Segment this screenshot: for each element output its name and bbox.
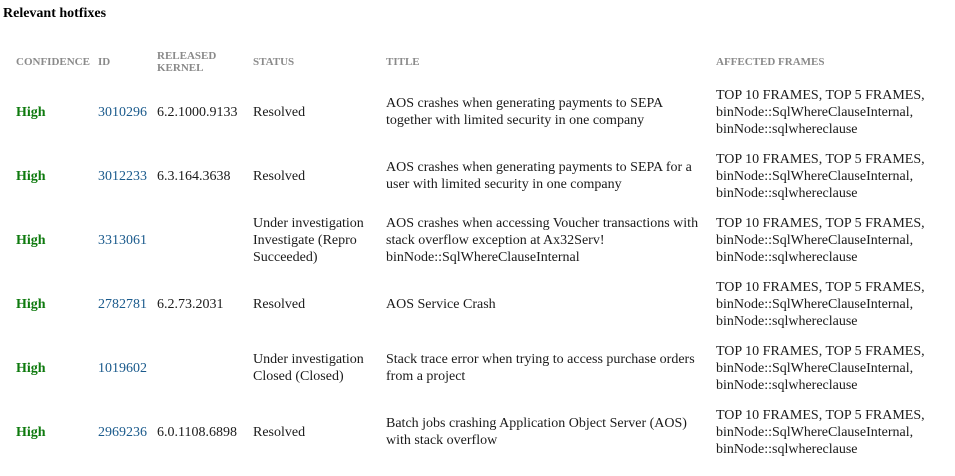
table-row	[12, 336, 942, 400]
id-cell	[94, 400, 153, 464]
frames-line: binNode::sqlwhereclause	[716, 313, 858, 329]
affected-frames-cell	[712, 272, 942, 336]
hotfix-id-link[interactable]: 3010296	[98, 104, 147, 120]
confidence-cell	[12, 208, 94, 272]
status-line: Resolved	[253, 104, 306, 120]
id-cell	[94, 272, 153, 336]
status-cell	[249, 144, 382, 208]
title-cell	[382, 336, 712, 400]
status-line: Investigate (Repro	[253, 232, 357, 248]
header-released-kernel	[153, 44, 249, 80]
frames-line: binNode::sqlwhereclause	[716, 377, 858, 393]
hotfixes-table	[12, 44, 942, 464]
title-line: AOS crashes when accessing Voucher transactions with	[386, 215, 699, 231]
frames-line: binNode::SqlWhereClauseInternal,	[716, 104, 914, 120]
status-line: Closed (Closed)	[253, 369, 344, 384]
status-cell	[249, 336, 382, 400]
status-line: Under investigation	[253, 215, 364, 231]
title-line: user with limited security in one company	[386, 177, 622, 192]
title-line: stack overflow exception at Ax32Serv!	[386, 232, 605, 248]
frames-line: binNode::sqlwhereclause	[716, 185, 858, 201]
title-line: together with limited security in one company	[386, 113, 645, 128]
confidence-cell	[12, 400, 94, 464]
title-line: AOS crashes when generating payments to SEPA for a	[386, 160, 692, 175]
frames-line: TOP 10 FRAMES, TOP 5 FRAMES,	[716, 279, 925, 295]
status-line: Resolved	[253, 296, 306, 312]
frames-line: TOP 10 FRAMES, TOP 5 FRAMES,	[716, 215, 925, 231]
frames-line: binNode::SqlWhereClauseInternal,	[716, 232, 914, 248]
confidence-value: High	[16, 104, 46, 120]
frames-line: TOP 10 FRAMES, TOP 5 FRAMES,	[716, 151, 925, 167]
hotfix-id-link[interactable]: 2782781	[98, 296, 147, 312]
frames-line: TOP 10 FRAMES, TOP 5 FRAMES,	[716, 87, 925, 103]
status-cell	[249, 208, 382, 272]
id-cell	[94, 336, 153, 400]
kernel-cell: 6.2.73.2031	[157, 296, 224, 312]
title-line: AOS crashes when generating payments to SEPA	[386, 96, 664, 111]
confidence-value: High	[16, 424, 46, 440]
frames-line: binNode::SqlWhereClauseInternal,	[716, 424, 914, 440]
affected-frames-cell	[712, 400, 942, 464]
header-status: STATUS	[253, 56, 295, 68]
status-cell	[249, 80, 382, 144]
id-cell	[94, 80, 153, 144]
hotfix-id-link[interactable]: 2969236	[98, 424, 147, 440]
table-row	[12, 400, 942, 464]
hotfix-id-link[interactable]: 3313061	[98, 232, 147, 248]
confidence-cell	[12, 272, 94, 336]
frames-line: binNode::SqlWhereClauseInternal,	[716, 296, 914, 312]
kernel-cell	[153, 336, 249, 400]
header-confidence: CONFIDENCE	[16, 56, 90, 68]
status-line: Resolved	[253, 168, 306, 184]
frames-line: binNode::sqlwhereclause	[716, 121, 858, 137]
frames-line: binNode::sqlwhereclause	[716, 249, 858, 265]
affected-frames-cell	[712, 144, 942, 208]
table-header-row	[12, 44, 942, 80]
kernel-cell: 6.3.164.3638	[157, 168, 231, 184]
affected-frames-cell	[712, 336, 942, 400]
title-cell	[382, 144, 712, 208]
header-released-kernel-line1: RELEASED	[157, 50, 217, 62]
kernel-cell	[153, 208, 249, 272]
id-cell	[94, 144, 153, 208]
title-cell	[382, 80, 712, 144]
confidence-cell	[12, 336, 94, 400]
confidence-value: High	[16, 360, 46, 376]
table-row	[12, 272, 942, 336]
frames-line: binNode::SqlWhereClauseInternal,	[716, 360, 914, 376]
status-line: Succeeded)	[253, 249, 318, 265]
confidence-value: High	[16, 296, 46, 312]
kernel-cell: 6.2.1000.9133	[157, 104, 238, 120]
id-cell	[94, 208, 153, 272]
title-line: from a project	[386, 369, 466, 384]
table-row	[12, 144, 942, 208]
frames-line: binNode::SqlWhereClauseInternal,	[716, 168, 914, 184]
header-title: TITLE	[386, 56, 420, 68]
frames-line: TOP 10 FRAMES, TOP 5 FRAMES,	[716, 343, 925, 359]
status-cell	[249, 272, 382, 336]
affected-frames-cell	[712, 80, 942, 144]
status-line: Resolved	[253, 424, 306, 440]
header-affected-frames: AFFECTED FRAMES	[716, 56, 825, 68]
hotfix-id-link[interactable]: 3012233	[98, 168, 147, 184]
hotfix-id-link[interactable]: 1019602	[98, 360, 147, 376]
title-cell	[382, 208, 712, 272]
confidence-cell	[12, 80, 94, 144]
title-line: AOS Service Crash	[386, 296, 496, 312]
status-line: Under investigation	[253, 352, 364, 367]
confidence-value: High	[16, 232, 46, 248]
confidence-value: High	[16, 168, 46, 184]
table-row	[12, 208, 942, 272]
header-released-kernel-line2: KERNEL	[157, 62, 204, 74]
title-line: Stack trace error when trying to access purchase orders	[386, 352, 695, 367]
title-line: Batch jobs crashing Application Object Server (AOS)	[386, 416, 687, 431]
frames-line: TOP 10 FRAMES, TOP 5 FRAMES,	[716, 407, 925, 423]
title-cell	[382, 400, 712, 464]
frames-line: binNode::sqlwhereclause	[716, 441, 858, 457]
status-cell	[249, 400, 382, 464]
table-row	[12, 80, 942, 144]
title-line: binNode::SqlWhereClauseInternal	[386, 249, 580, 265]
confidence-cell	[12, 144, 94, 208]
title-line: with stack overflow	[386, 433, 498, 448]
title-cell	[382, 272, 712, 336]
section-title: Relevant hotfixes	[3, 6, 107, 21]
kernel-cell: 6.0.1108.6898	[157, 424, 237, 440]
header-id: ID	[98, 56, 111, 68]
affected-frames-cell	[712, 208, 942, 272]
